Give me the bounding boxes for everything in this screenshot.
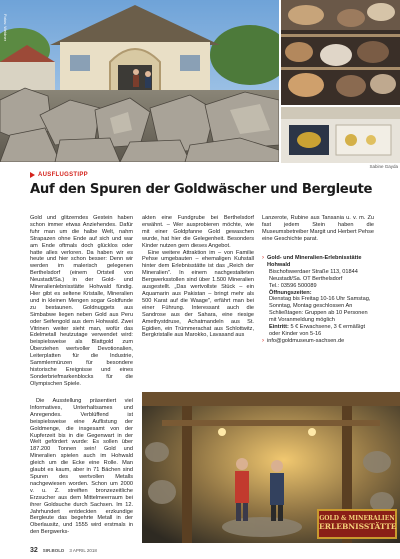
arrow-icon: › (262, 337, 264, 344)
article-column-1-continued (30, 398, 133, 536)
venue-address: Bischofswerdaer Straße 113, 01844 Neustadt/Sa. OT Berthelsdorf (269, 268, 358, 282)
sign-line-2: ERLEBNISSTÄTTE (319, 522, 397, 531)
gold-display-image (281, 107, 400, 163)
paragraph: akten eine Fundgrube bei Berthelsdorf erwähnt. – Wer ausprobieren möchte, wie mit einer Goldpfanne Gold gewaschen wurde, hat hier die Gelegenheit. Besonders Kinder nutzen gern dieses Angebot. (142, 215, 254, 249)
erlebnisstaette-sign (317, 509, 397, 539)
admission-label: Eintritt: (269, 324, 289, 331)
minerals-image (281, 0, 400, 105)
magazine-name: SIR.BOLD (42, 548, 65, 553)
section-tag-label: AUSFLUGSTIPP (38, 172, 88, 178)
venue-phone: Tel.: 03596 500089 (269, 282, 317, 289)
photo-credit: Fotos: Weidner (3, 14, 8, 42)
paragraph: Eine weitere Attraktion im – von Familie Pehse umgebauten – ehemaligen Kuhstall hinter dem Erlebnisstätte ist das „Reich der Mineralien". In einem nachgestalteten Bergwerksstollen sind über 1.500 Mineralien ausgestellt. „Das wertvollste Stück – ein Aquamarin aus Pakistan – bringt mehr als 500 Karat auf die Waage", erfährt man bei einer Führung. Interessant auch die Sandrose aus der Sahara, eine riesige Amethystdruse, Achatmandeln aus St. Egidien, ein Trümmerachat aus Schlottwitz, Bergkristalle aus Marokko, Lavasand aus (142, 249, 254, 339)
hours-label: Öffnungszeiten: (269, 289, 312, 296)
photo-gold-display (281, 107, 400, 163)
museum-exterior-image (0, 0, 279, 162)
paragraph: Die Ausstellung präsentiert viel Informatives, Unterhaltsames und Anregendes. Verblüffend ist beispielsweise eine Auflistung der Goldmenge, die insgesamt von der Kupferzeit bis in die Gegenwart in der Welt gefördert wurde: Es sollen über 187.200 Tonnen sein! Gold und Mineralien spielen auch im Hohwald gleich um die Ecke eine Rolle. Man glaubt es kaum, aber in 71 Bächen sind Spuren des wertvollen Metalls nachgewiesen worden. Schon um 2000 v. u. Z. streiften bronzezeitliche Erzsucher aus dem Mittelmeerraum bei ihrer Goldsuche durch Sachsen. Im 12. Jahrhundert entdeckten erzkundige Bergleute das begehrte Metall in der Oberlausitz, und 1555 wird erstmals in den Bergwerks- (30, 398, 133, 536)
sign-line-1: GOLD & MINERALIEN (319, 515, 395, 522)
footer (30, 547, 97, 554)
paragraph: Gold und glitzerndes Gestein haben schon immer etwas Anziehendes. Dafür fuhr man um die halbe Welt, nahm Strapazen ohne Ende auf sich und war am Ende oftmals doch glücklos oder hatte alles verloren. Da haben wir es heute und hier schon besser: Denn wir werden im malerisch gelegenen Berthelsdorf (einem Ortsteil von Neustadt/Sa.) in der Gold- und Mineralienlebnisstätte Hohwald fündig. Hier gibt es seltene Kristalle, Mineralien und in kleinen Mengen sogar Goldfunde zu bestaunen. Goldnuggets aus Simbabwe liegen neben Gold aus Peru oder Seifengold aus dem Hohwald. Zwei Vitrinen weiter sieht man, wofür das Edelmetall heutzutage verwendet wird: beispielsweise als Blattgold zum Überziehen wertvoller Devotionalien, Leiterplatten für die Industrie, Sammlermünzen für besondere historische Ereignisse und eines Sonderbriefmarkenblocks für die Olympischen Spiele. (30, 215, 133, 387)
email-link[interactable]: info@goldmuseum-sachsen.de (267, 337, 345, 344)
venue-name: Gold- und Mineralien-Erlebnisstätte Hohwald (267, 255, 362, 268)
paragraph: Lanzerote, Rubine aus Tansania u. v. m. Zu fast jedem Stein haben die Museumsbetreiber Margit und Herbert Pehse eine Geschichte parat. (262, 215, 374, 242)
info-name-row (262, 255, 374, 269)
photo-museum-exterior (0, 0, 279, 162)
article-column-2 (142, 215, 254, 339)
article-column-1 (30, 215, 133, 388)
arrow-icon: › (262, 255, 264, 261)
page-number: 32 (30, 547, 38, 554)
hours-text: Dienstag bis Freitag 10-16 Uhr Samstag, Sonntag, Montag geschlossen An Schließtagen: Gruppen ab 10 Personen mit Voranmeldung möglich (269, 296, 371, 324)
photo-minerals (281, 0, 400, 105)
author-credit: Sabine Gayda (369, 164, 398, 169)
photo-mine-tunnel (142, 392, 400, 543)
article-column-3 (262, 215, 374, 243)
headline: Auf den Spuren der Goldwäscher und Bergleute (30, 182, 373, 197)
email-row (262, 338, 374, 345)
section-tag (30, 172, 88, 178)
info-box (262, 255, 374, 345)
tag-chevron-icon (30, 172, 35, 178)
admission-text: 5 € Erwachsene, 3 € ermäßigt oder Kinder von 5-16 (269, 324, 366, 337)
admission-row (262, 324, 374, 338)
issue-date: 3 APRIL 2018 (69, 548, 97, 553)
